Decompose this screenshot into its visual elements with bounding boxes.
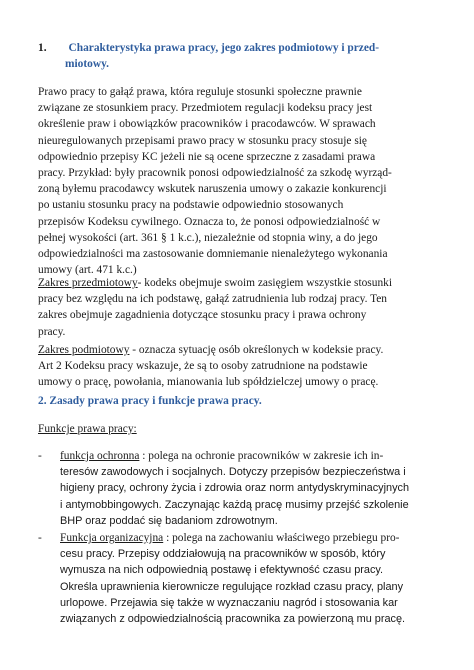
list-line: wymusza na nich odpowiednią postawę i efektywność czasu pracy. [60, 564, 384, 577]
list-dash: - [38, 450, 42, 462]
list-line: i antymobbingowych. Zaczynając każdą pracę musimy przejść szkolenie [60, 498, 409, 511]
paragraph-line: pełnej wysokości (art. 361 § 1 k.c.), niezależnie od stopnia winy, a do jego [38, 231, 378, 244]
funkcje-label [38, 421, 440, 437]
list-item-funkcja-organizacyjna [38, 530, 448, 627]
section-1-heading [38, 40, 458, 72]
funkcje-label-text: Funkcje prawa pracy: [38, 423, 137, 435]
paragraph-line: odpowiednio przepisy KC jeżeli nie są ocene sprzeczne z zasadami prawa [38, 150, 376, 163]
paragraph-line: określenie praw i obowiązków pracowników i pracodawców. W sprawach [38, 118, 376, 131]
paragraph-line: pracy bez względu na ich podstawę, gałąź zatrudnienia lub rodzaj pracy. Ten [38, 293, 387, 306]
list-dash: - [38, 532, 42, 544]
paragraph-intro [38, 84, 458, 278]
list-line: urlopowe. Przejawia się także w wyznaczaniu nagród i stosowania kar [60, 596, 398, 609]
paragraph-line: zakres obejmuje zagadnienia dotyczące stosunku pracy i prawa ochrony [38, 309, 367, 322]
term-funkcja-organizacyjna: Funkcja organizacyjna [60, 532, 164, 544]
paragraph-line: przepisów Kodeksu cywilnego. Oznacza to, że ponosi odpowiedzialność w [38, 215, 381, 228]
section-number: 1. [38, 42, 47, 54]
list-line: związanych z odpowiedzialnością pracownika za powierzoną mu pracę. [60, 613, 406, 626]
list-line: BHP oraz poddać się badaniom zdrowotnym. [60, 514, 278, 527]
paragraph-line: po ustaniu stosunku pracy na podstawie odpowiednio stosowanych [38, 199, 344, 212]
list-item-funkcja-ochronna [38, 448, 448, 529]
paragraph-line: Art 2 Kodeksu pracy wskazuje, że są to osoby zatrudnione na podstawie [38, 360, 368, 373]
paragraph-line: pracy. Przykład: były pracownik ponosi odpowiedzialność za szkodę wyrząd- [38, 167, 392, 180]
list-line: teresów zawodowych i socjalnych. Dotyczy przepisów bezpieczeństwa i [60, 466, 406, 479]
list-line: higieny pracy, ochrony życia i zdrowia oraz norm antydyskryminacyjnych [60, 482, 410, 495]
term-funkcja-ochronna: funkcja ochronna [60, 450, 140, 462]
paragraph-line: umowy o pracę, powołania, mianowania lub spółdzielczej umowy o pracę. [38, 376, 379, 389]
paragraph-line: pracy. [38, 325, 66, 338]
paragraph-line: - oznacza sytuację osób określonych w kodeksie pracy. [129, 344, 384, 356]
paragraph-zakres-podmiotowy [38, 342, 458, 391]
paragraph-line: odpowiedzialności ma zastosowanie domniemanie nienależytego wykonania [38, 248, 388, 261]
paragraph-line: zoną byłemu pracodawcy wskutek naruszenia umowy o zakazie konkurencji [38, 183, 387, 196]
paragraph-line: nieuregulowanych przepisami prawo pracy w stosunku pracy stosuje się [38, 134, 367, 147]
list-line: Określa uprawnienia kierownicze regulujące rozkład czasu pracy, plany [60, 580, 404, 593]
paragraph-line: - kodeks obejmuje swoim zasięgiem wszystkie stosunki [137, 277, 392, 289]
term-zakres-przedmiotowy: Zakres przedmiotowy [38, 277, 138, 289]
heading-line: Charakterystyka prawa pracy, jego zakres podmiotowy i przed- [68, 42, 380, 54]
paragraph-line: Prawo pracy to gałąź prawa, która reguluje stosunki społeczne prawnie [38, 86, 362, 98]
paragraph-zakres-przedmiotowy [38, 275, 458, 340]
paragraph-line: umowy (art. 471 k.c.) [38, 264, 137, 277]
list-line: cesu pracy. Przepisy oddziałowują na pracowników w sposób, który [60, 548, 386, 561]
list-line: : polega na zachowaniu właściwego przebiegu pro- [163, 532, 400, 544]
paragraph-line: związane ze stosunkiem pracy. Przedmiotem regulacji kodeksu pracy jest [38, 102, 373, 115]
heading-line: miotowy. [65, 58, 109, 71]
term-zakres-podmiotowy: Zakres podmiotowy [38, 344, 130, 356]
section-2-heading: 2. Zasady prawa pracy i funkcje prawa pracy. [38, 395, 262, 407]
list-line: : polega na ochronie pracowników w zakresie ich in- [139, 450, 384, 462]
